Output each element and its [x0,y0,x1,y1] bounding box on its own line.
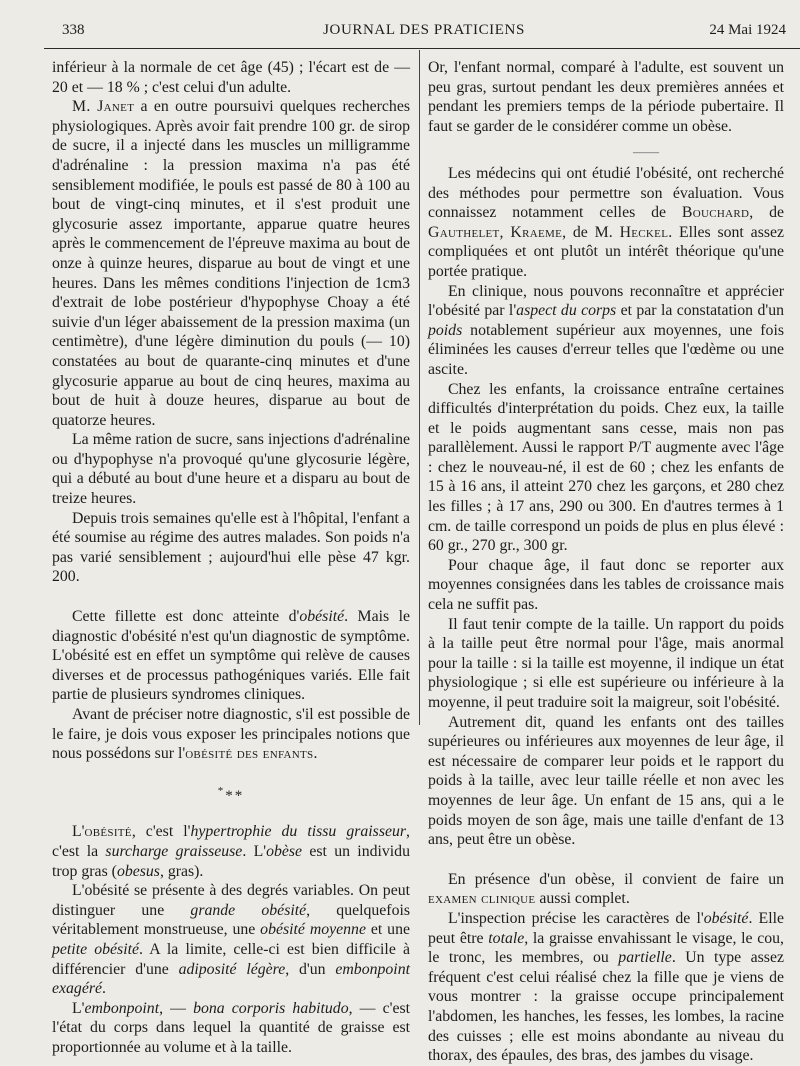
paragraph: M. Janet a en outre poursuivi quelques recherches physiologiques. Après avoir fait prendre 100 gr. de sirop de sucre, il a injecté dans les muscles un milligramme d'adrénaline : la pression maxima n'a pas été sensiblement modifiée, le pouls est passé de 80 à 100 au bout de vingt-cinq minutes, et il s'est produit une glycosurie assez importante, apparue quatre heures après le commencement de l'épreuve maxima au bout de onze à quinze heures, disparue au bout de vingt et une heures. Dans les mêmes conditions l'injection de 1cm3 d'extrait de lobe postérieur d'hypophyse Choay a été suivie d'un léger abaissement de la pression maxima (un centimètre), d'une légère diminution du pouls (— 10) constatées au bout de quarante-cinq minutes et d'une glycosurie apparue au bout de cinq heures, maxima au bout de huit à douze heures, disparue au bout de quatorze heures. [52,98,410,429]
paragraph: Chez les enfants, la croissance entraîne certaines difficultés d'interprétation du poids. Chez eux, la taille et le poids augmentant sans cesse, mais non pas parallèlement. Aussi le rapport P/T augmente avec l'âge : chez le nouveau-né, il est de 60 ; chez les enfants de 15 à 16 ans, il atteint 270 chez les garçons, et 280 chez les filles ; à 17 ans, 290 ou 300. En d'autres termes à 1 cm. de taille correspond un poids de plus en plus élevé : 60 gr., 270 gr., 300 gr. [428,380,784,555]
paragraph: Avant de préciser notre diagnostic, s'il est possible de le faire, je dois vous exposer les principales notions que nous possédons sur l'obésité des enfants. [52,706,410,763]
paragraph: inférieur à la normale de cet âge (45) ; l'écart est de — 20 et — 18 % ; c'est celui d'un adulte. [52,59,410,96]
paragraph: L'inspection précise les caractères de l'obésité. Elle peut être totale, la graisse envahissant le visage, le cou, le tronc, les membres, ou partielle. Un type assez fréquent c'est celui réalisé chez la fille que je viens de vous montrer : la graisse occupe principalement l'abdomen, les hanches, les fesses, les lombes, la racine des cuisses ; elle est moins abondante au niveau du thorax, des épaules, des bras, des jambes du visage. [428,909,784,1065]
paragraph: L'obésité se présente à des degrés variables. On peut distinguer une grande obésité, quelquefois véritablement monstrueuse, une obésité moyenne et une petite obésité. A la limite, celle-ci est bien difficile à différencier d'une adiposité légère, d'un embonpoint exagéré. [52,882,411,998]
column-divider [419,50,420,725]
journal-title: JOURNAL DES PRATICIENS [323,22,525,38]
paragraph: Les médecins qui ont étudié l'obésité, ont recherché des méthodes pour permettre son évaluation. Vous connaissez notamment celles de Bouchard, de Gauthelet, Kraeme, de M. Heckel. Elles sont assez compliquées et ont plutôt un intérêt théorique qu'une portée pratique. [428,164,785,280]
paragraph: L'embonpoint, — bona corporis habitudo, — c'est l'état du corps dans lequel la quantité de graisse est proportionnée au volume et à la taille. [52,999,410,1056]
paragraph: Or, l'enfant normal, comparé à l'adulte, est souvent un peu gras, surtout pendant les deux premières années et pendant les premiers temps de la période pubertaire. Il faut se garder de le considérer comme un obèse. [428,59,784,135]
right-column [428,58,784,1066]
paragraph: Pour chaque âge, il faut donc se reporter aux moyennes consignées dans les tables de croissance mais cela ne suffit pas. [428,556,784,614]
issue-date: 24 Mai 1924 [709,22,786,38]
paragraph: Il faut tenir compte de la taille. Un rapport du poids à la taille peut être normal pour l'âge, mais anormal pour la taille : si la taille est moyenne, il indique un état physiologique ; si elle est supérieure ou inférieure à la moyenne, il peut traduire soit la maigreur, soit l'obésité. [428,615,784,711]
page-header [62,22,786,42]
section-dash: —— [633,144,659,160]
left-column [52,58,410,1058]
paragraph: En clinique, nous pouvons reconnaître et apprécier l'obésité par l'aspect du corps et par la constatation d'un poids notablement supérieur aux moyennes, une fois éliminées les causes d'erreur telles que l'œdème ou une ascite. [428,282,785,378]
paragraph: Cette fillette est donc atteinte d'obésité. Mais le diagnostic d'obésité n'est qu'un diagnostic de symptôme. L'obésité est en effet un symptôme qui relève de causes diverses et de processus pathogéniques variés. Elle fait partie de plusieurs syndromes cliniques. [52,608,410,704]
paragraph: En présence d'un obèse, il convient de faire un examen clinique aussi complet. [428,870,784,908]
header-rule [44,48,800,49]
author-name: M. Janet [72,98,135,116]
section-separator: *** [217,784,245,804]
paragraph: L'obésité, c'est l'hypertrophie du tissu graisseur, c'est la surcharge graisseuse. L'obèse est un individu trop gras (obesus, gras). [52,823,410,880]
paragraph: Depuis trois semaines qu'elle est à l'hôpital, l'enfant a été soumise au régime des autres malades. Son poids n'a pas varié sensiblement ; aujourd'hui elle pèse 47 kgr. 200. [52,509,410,586]
page-number: 338 [62,22,85,38]
paragraph: La même ration de sucre, sans injections d'adrénaline ou d'hypophyse n'a provoqué qu'une glycosurie légère, qui a débuté au bout d'une heure et a disparu au bout de treize heures. [52,431,410,508]
paragraph: Autrement dit, quand les enfants ont des tailles supérieures ou inférieures aux moyennes de leur âge, il est nécessaire de comparer leur poids et le rapport du poids à la taille, avec leur taille réelle et non avec les moyennes de leur âge. Un enfant de 15 ans, qui a le poids moyen de son âge, mais une taille d'enfant de 13 ans, peut être un obèse. [428,713,784,849]
